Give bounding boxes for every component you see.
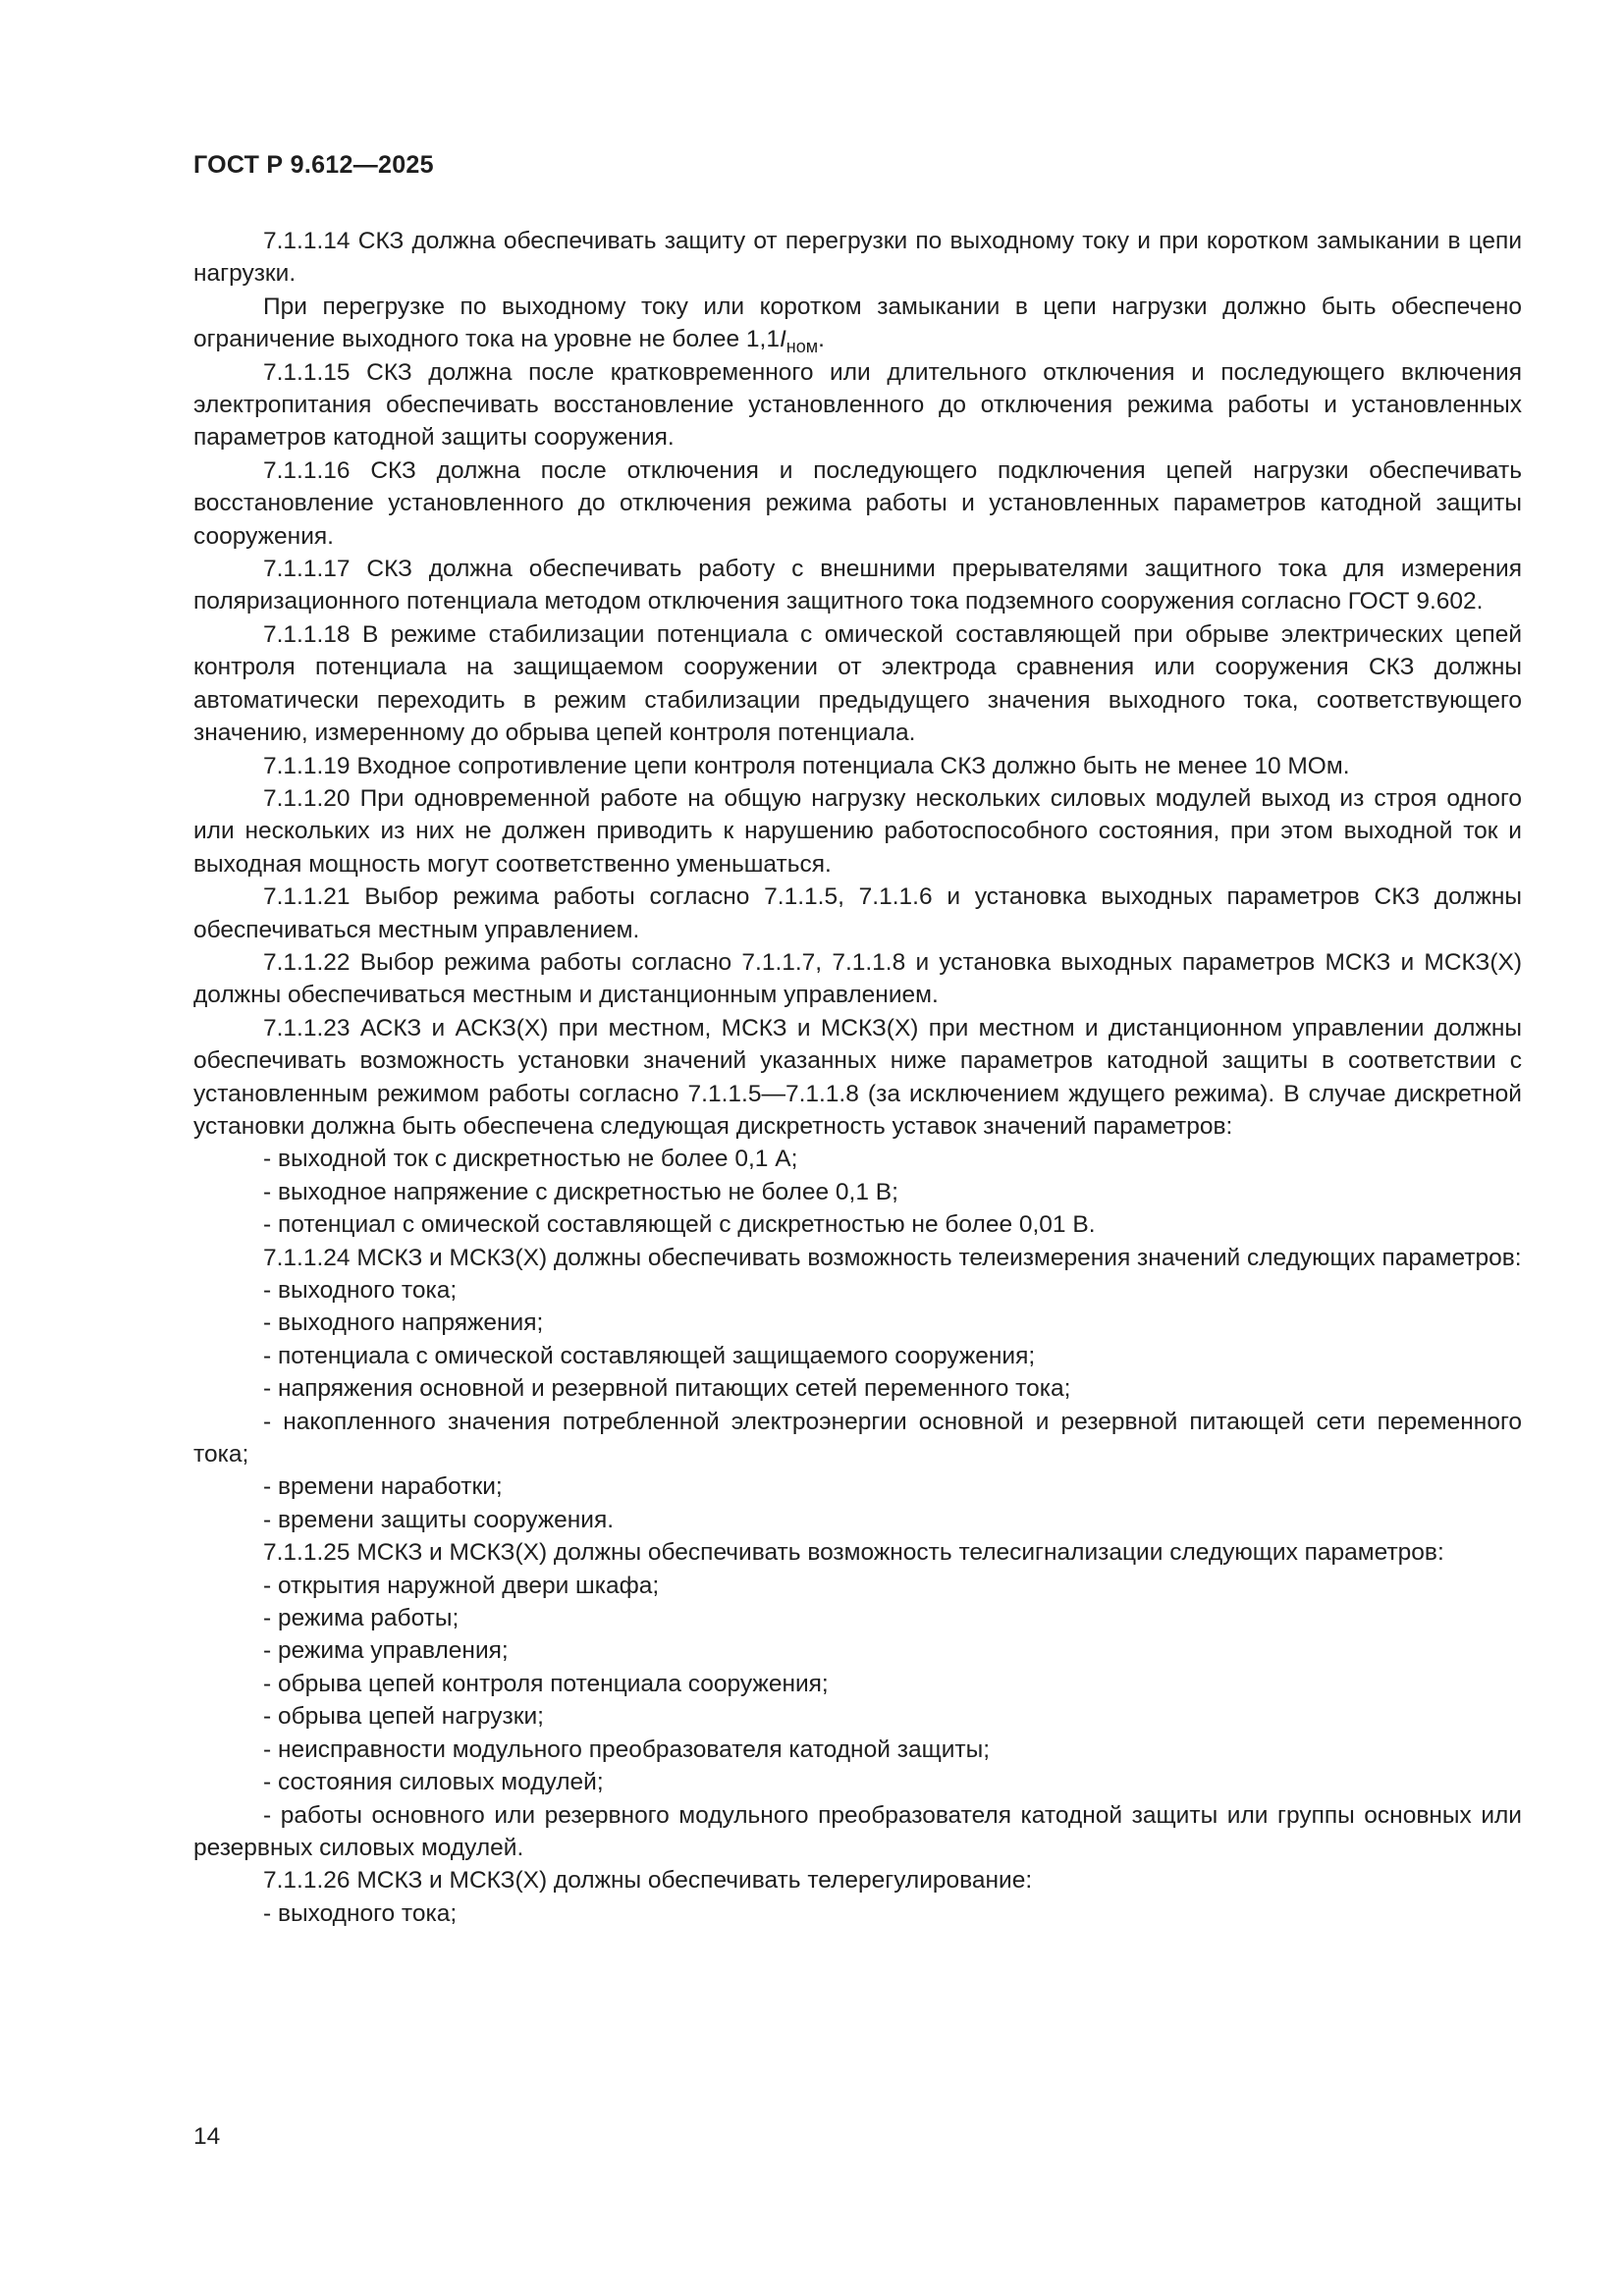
clause-7-1-1-21: 7.1.1.21 Выбор режима работы согласно 7.1.1.5, 7.1.1.6 и установка выходных параметров СКЗ должны обеспечиваться местным управлением. <box>193 883 1522 943</box>
list-item: - выходного напряжения; <box>263 1309 544 1337</box>
list-item: - состояния силовых модулей; <box>263 1769 604 1796</box>
clause-7-1-1-22: 7.1.1.22 Выбор режима работы согласно 7.1.1.7, 7.1.1.8 и установка выходных параметров МСКЗ и МСКЗ(X) должны обеспечиваться местным и дистанционным управлением. <box>193 948 1522 1009</box>
current-symbol: I <box>779 326 786 353</box>
list-item: - выходной ток с дискретностью не более 0,1 А; <box>263 1146 798 1173</box>
page-number: 14 <box>193 2123 221 2150</box>
clause-7-1-1-14: 7.1.1.14 СКЗ должна обеспечивать защиту от перегрузки по выходному току и при коротком замыкании в цепи нагрузки. <box>193 228 1522 288</box>
list-item: - накопленного значения потребленной электроэнергии основной и резервной питающей сети переменного тока; <box>193 1408 1522 1468</box>
clause-7-1-1-25: 7.1.1.25 МСКЗ и МСКЗ(X) должны обеспечивать возможность телесигнализации следующих параметров: <box>263 1539 1444 1567</box>
overload-limit-paragraph <box>193 291 1522 356</box>
list-item: - выходного тока; <box>263 1899 458 1927</box>
overload-limit-end: . <box>818 326 825 353</box>
list-item: - напряжения основной и резервной питающих сетей переменного тока; <box>263 1375 1071 1403</box>
list-item: - неисправности модульного преобразователя катодной защиты; <box>263 1735 991 1763</box>
clause-7-1-1-20: 7.1.1.20 При одновременной работе на общую нагрузку нескольких силовых модулей выход из строя одного или нескольких из них не должен приводить к нарушению работоспособного состояния, при этом выходной ток и выходная мощность могут соответственно уменьшаться. <box>193 784 1522 878</box>
list-item: - времени защиты сооружения. <box>263 1506 615 1533</box>
overload-limit-text: При перегрузке по выходному току или коротком замыкании в цепи нагрузки должно быть обеспечено ограничение выходного тока на уровне не более 1,1 <box>193 293 1522 353</box>
list-item: - выходное напряжение с дискретностью не более 0,1 В; <box>263 1178 898 1205</box>
list-item: - времени наработки; <box>263 1473 503 1501</box>
clause-7-1-1-24: 7.1.1.24 МСКЗ и МСКЗ(X) должны обеспечивать возможность телеизмерения значений следующих параметров: <box>263 1244 1522 1271</box>
document-body <box>193 225 1522 1930</box>
document-header: ГОСТ Р 9.612—2025 <box>193 151 434 179</box>
list-item: - выходного тока; <box>263 1277 458 1304</box>
clause-7-1-1-15: 7.1.1.15 СКЗ должна после кратковременного или длительного отключения и последующего включения электропитания обеспечивать восстановление установленного до отключения режима работы и установленных параметров катодной защиты сооружения. <box>193 358 1522 452</box>
clause-7-1-1-18: 7.1.1.18 В режиме стабилизации потенциала с омической составляющей при обрыве электрических цепей контроля потенциала на защищаемом сооружении от электрода сравнения или сооружения СКЗ должны автоматически переходить в режим стабилизации предыдущего значения выходного тока, соответствующего значению, измеренному до обрыва цепей контроля потенциала. <box>193 620 1522 747</box>
clause-7-1-1-19: 7.1.1.19 Входное сопротивление цепи контроля потенциала СКЗ должно быть не менее 10 МОм. <box>263 752 1350 779</box>
list-item: - обрыва цепей нагрузки; <box>263 1703 544 1731</box>
clause-7-1-1-23: 7.1.1.23 АСКЗ и АСКЗ(X) при местном, МСКЗ и МСКЗ(X) при местном и дистанционном управлении должны обеспечивать возможность установки значений указанных ниже параметров катодной защиты в соответствии с установленным режимом работы согласно 7.1.1.5—7.1.1.8 (за исключением ждущего режима). В случае дискретной установки должна быть обеспечена следующая дискретность уставок значений параметров: <box>193 1014 1522 1140</box>
list-item: - потенциал с омической составляющей с дискретностью не более 0,01 В. <box>263 1211 1096 1239</box>
list-item: - режима работы; <box>263 1605 460 1632</box>
list-item: - потенциала с омической составляющей защищаемого сооружения; <box>263 1342 1036 1369</box>
nominal-subscript: ном <box>785 337 819 357</box>
list-item: - режима управления; <box>263 1637 509 1665</box>
list-item: - работы основного или резервного модульного преобразователя катодной защиты или группы основных или резервных силовых модулей. <box>193 1801 1522 1861</box>
list-item: - обрыва цепей контроля потенциала сооружения; <box>263 1670 829 1697</box>
clause-7-1-1-16: 7.1.1.16 СКЗ должна после отключения и последующего подключения цепей нагрузки обеспечивать восстановление установленного до отключения режима работы и установленных параметров катодной защиты сооружения. <box>193 456 1522 550</box>
clause-7-1-1-17: 7.1.1.17 СКЗ должна обеспечивать работу с внешними прерывателями защитного тока для измерения поляризационного потенциала методом отключения защитного тока подземного сооружения согласно ГОСТ 9.602. <box>193 556 1522 615</box>
list-item: - открытия наружной двери шкафа; <box>263 1572 660 1599</box>
clause-7-1-1-26: 7.1.1.26 МСКЗ и МСКЗ(X) должны обеспечивать телерегулирование: <box>263 1867 1033 1895</box>
